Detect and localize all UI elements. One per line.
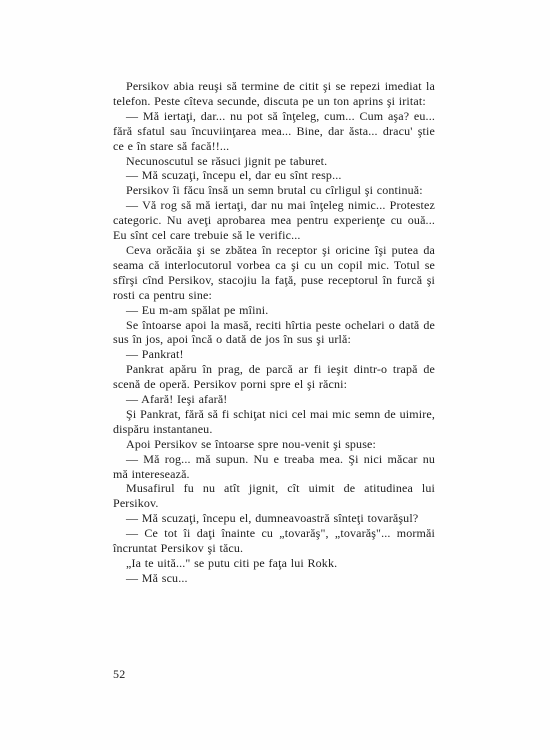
paragraph: Apoi Persikov se întoarse spre nou-venit şi spuse: <box>126 436 376 451</box>
paragraph: Pankrat apăru în prag, de parcă ar fi ieşit dintr-o trapă de scenă de operă. Persikov porni spre el şi răcni: <box>113 362 435 392</box>
paragraph: „Ia te uită..." se putu citi pe faţa lui Rokk. <box>126 556 338 570</box>
page-number: 52 <box>113 667 126 681</box>
paragraph: Persikov abia reuşi să termine de citit şi se repezi imediat la telefon. Peste cîteva secunde, discuta pe un ton aprins şi iritat: <box>113 79 435 108</box>
paragraph: — Afară! Ieşi afară! <box>126 392 228 407</box>
paragraph: — Pankrat! <box>126 347 184 362</box>
paragraph: — Mă scuzaţi, începu el, dar eu sînt resp... <box>126 168 342 183</box>
paragraph: — Mă scuzaţi, începu el, dumneavoastră sînteţi tovarăşul? <box>126 511 419 526</box>
paragraph: Ceva orăcăia şi se zbătea în receptor şi oricine îşi putea da seama că interlocutorul vorbea ca şi cu un copil mic. Totul se sfîrşi cînd Persikov, stacojiu la faţă, puse receptorul în furcă şi rosti ca pentru sine: <box>113 242 435 302</box>
paragraph: Şi Pankrat, fără să fi schiţat nici cel mai mic semn de uimire, dispăru instantaneu. <box>113 406 435 436</box>
paragraph: — Mă rog... mă supun. Nu e treaba mea. Şi nici măcar nu mă interesează. <box>113 451 435 481</box>
paragraph: Se întoarse apoi la masă, reciti hîrtia peste ochelari o dată de sus în jos, apoi încă o dată de jos în sus şi urlă: <box>113 317 435 347</box>
paragraph: Musafirul fu nu atît jignit, cît uimit de atitudinea lui Persikov. <box>113 481 435 511</box>
paragraph: — Ce tot îi daţi înainte cu „tovarăş", „tovarăş"... mormăi încruntat Persikov şi tăcu. <box>113 526 435 556</box>
paragraph: — Eu m-am spălat pe mîini. <box>126 302 269 317</box>
paragraph: Persikov îi făcu însă un semn brutal cu cîrligul şi continuă: <box>126 183 423 198</box>
paragraph: — Mă scu... <box>126 570 188 585</box>
paragraph: — Mă iertaţi, dar... nu pot să înţeleg, cum... Cum aşa? eu... fără sfatul sau încuviinţarea mea... Bine, dar ăsta... dracu' ştie ce e în stare să facă!!... <box>113 108 435 153</box>
body-text <box>113 79 435 586</box>
paragraph: — Vă rog să mă iertaţi, dar nu mai înţeleg nimic... Protestez categoric. Nu aveţi aprobarea mea pentru experienţe cu ouă... Eu sînt cel care trebuie să le verific... <box>113 198 435 243</box>
paragraph: Necunoscutul se răsuci jignit pe taburet. <box>126 153 328 168</box>
